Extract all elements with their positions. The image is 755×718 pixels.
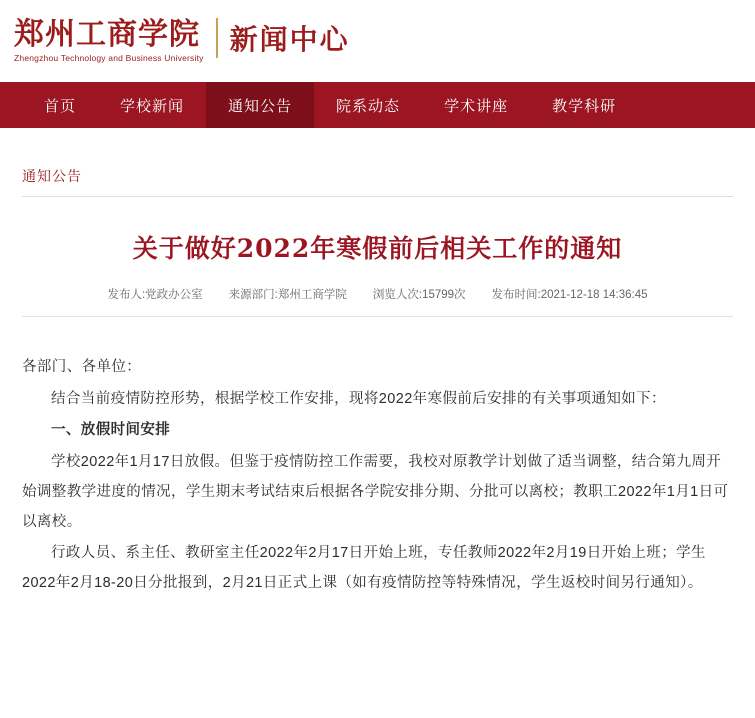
article-paragraph: 学校2022年1月17日放假。但鉴于疫情防控工作需要，我校对原教学计划做了适当调整，结合第九周开始调整教学进度的情况，学生期末考试结束后根据各学院安排分期、分批可以离校；教职工2022年1月1日可以离校。 [22, 454, 729, 530]
nav-item-home[interactable]: 首页 [44, 97, 77, 115]
main-navigation [0, 82, 755, 128]
page-title: 关于做好2022年寒假前后相关工作的通知 [132, 234, 623, 263]
logo-text-wrap [14, 16, 204, 64]
meta-author: 发布人:党政办公室 [107, 289, 203, 301]
article-section-heading: 一、放假时间安排 [51, 422, 171, 439]
article-paragraph: 结合当前疫情防控形势，根据学校工作安排，现将2022年寒假前后安排的有关事项通知如下： [51, 390, 666, 407]
page-content [0, 128, 755, 599]
meta-publish-time: 发布时间:2021-12-18 14:36:45 [491, 289, 648, 301]
logo-english-name: Zhengzhou Technology and Business University [14, 53, 204, 64]
logo-chinese-name: 郑州工商学院 [14, 16, 200, 52]
news-center-title: 新闻中心 [229, 23, 350, 56]
nav-item-lectures[interactable]: 学术讲座 [444, 97, 509, 115]
article-paragraph: 行政人员、系主任、教研室主任2022年2月17日开始上班，专任教师2022年2月19日开始上班；学生2022年2月18-20日分批报到，2月21日正式上课（如有疫情防控等特殊情况，学生返校时间另行通知）。 [22, 545, 706, 592]
meta-views: 浏览人次:15799次 [372, 289, 466, 301]
article-meta [22, 286, 733, 302]
article-header [22, 197, 733, 317]
nav-item-department-news[interactable]: 院系动态 [336, 97, 401, 115]
site-logo[interactable] [14, 16, 204, 64]
site-header [0, 0, 755, 82]
nav-item-school-news[interactable]: 学校新闻 [120, 97, 185, 115]
meta-source: 来源部门:郑州工商学院 [228, 289, 347, 301]
breadcrumb[interactable]: 通知公告 [22, 168, 82, 184]
logo-divider [216, 18, 218, 58]
article-paragraph: 各部门、各单位： [22, 359, 142, 375]
nav-item-teaching-research[interactable]: 教学科研 [552, 97, 617, 115]
article-body [22, 317, 733, 599]
nav-item-announcements[interactable]: 通知公告 [206, 82, 314, 128]
